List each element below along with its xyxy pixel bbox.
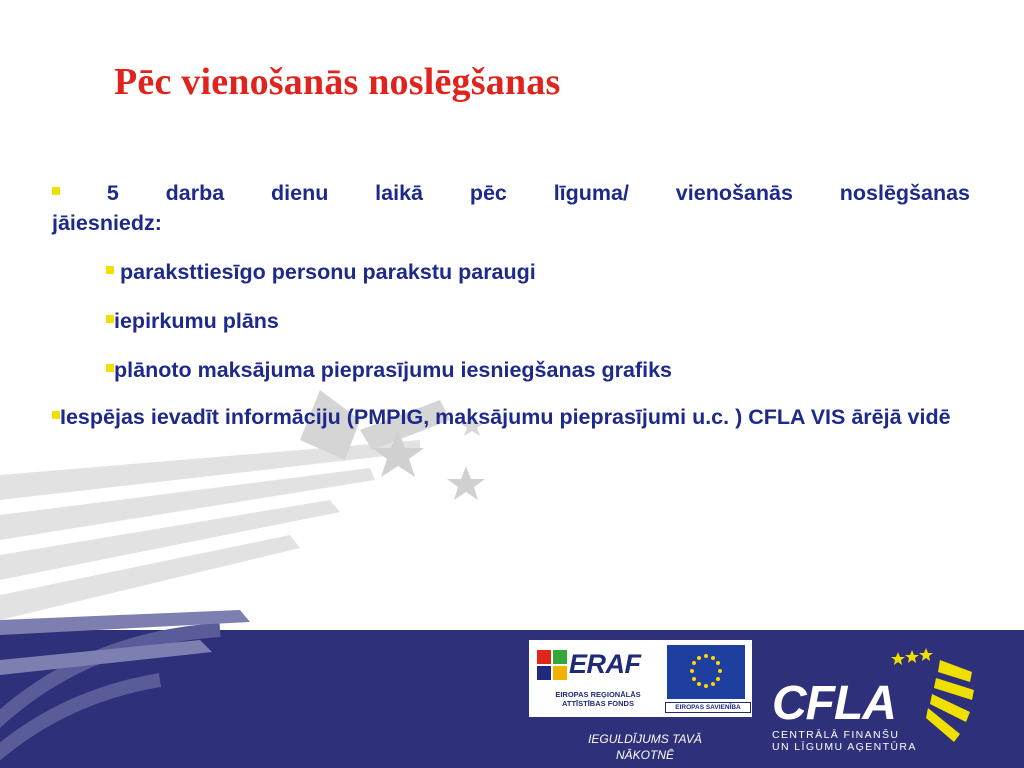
footer-tagline: IEGULDĪJUMS TAVĀ NĀKOTNĒ xyxy=(588,732,702,762)
bullet-square-icon xyxy=(106,266,114,274)
bullet-sub-3: plānoto maksājuma pieprasījumu iesniegšanas grafiks xyxy=(106,355,970,385)
footer-arc-decoration xyxy=(0,560,260,768)
eraf-logo-icon xyxy=(537,650,569,684)
bullet-square-icon xyxy=(52,411,60,419)
bullet-square-icon xyxy=(106,315,114,323)
eraf-logo-text: ERAF xyxy=(569,649,641,679)
bullet-main-2: Iespējas ievadīt informāciju (PMPIG, maksājumu pieprasījumi u.c. ) CFLA VIS ārējā vidē xyxy=(52,402,970,432)
bullet-main-1: 5 darba dienu laikā pēc līguma/ vienošanās noslēgšanas jāiesniedz: xyxy=(52,181,970,235)
cfla-logo-text: CFLA xyxy=(772,677,896,730)
eu-caption: EIROPAS SAVIENĪBA xyxy=(665,702,751,713)
bullet-square-icon xyxy=(106,364,114,372)
bullet-square-icon xyxy=(52,187,60,195)
cfla-caption: CENTRĀLĀ FINANŠU UN LĪGUMU AĢENTŪRA xyxy=(772,729,917,753)
slide-content xyxy=(52,178,970,432)
eu-flag-icon xyxy=(667,645,745,699)
bullet-sub-2: iepirkumu plāns xyxy=(106,306,970,336)
eraf-caption: EIROPAS REĢIONĀLĀS ATTĪSTĪBAS FONDS xyxy=(555,690,641,708)
slide-title: Pēc vienošanās noslēgšanas xyxy=(114,61,561,103)
eraf-eu-logo-panel xyxy=(529,640,752,717)
bullet-sub-1: paraksttiesīgo personu parakstu paraugi xyxy=(106,257,970,287)
deco-star-icon xyxy=(447,466,485,500)
